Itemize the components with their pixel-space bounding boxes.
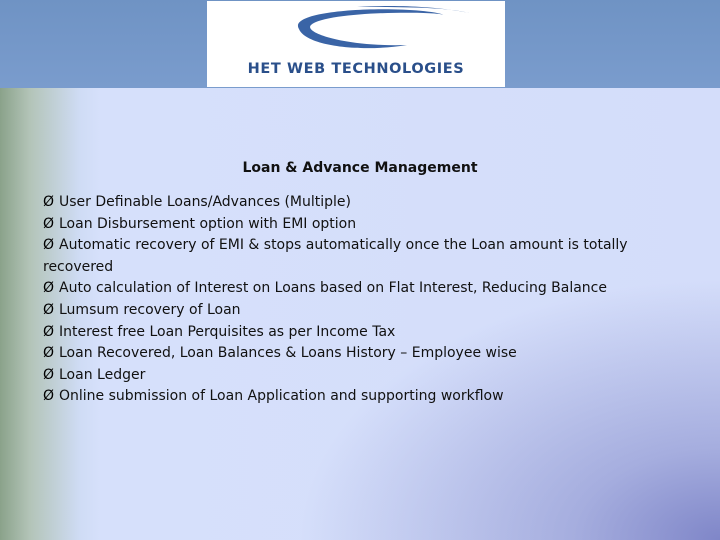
list-item-text: Online submission of Loan Application and supporting workflow — [59, 388, 504, 405]
list-item-text: User Definable Loans/Advances (Multiple) — [59, 194, 351, 210]
list-item — [43, 322, 683, 344]
list-item-text: Lumsum recovery of Loan — [59, 301, 241, 318]
list-item — [43, 343, 683, 365]
list-item — [43, 192, 683, 214]
logo-mark-text: HWT — [343, 16, 399, 40]
arrow-bullet-icon: Ø — [43, 388, 55, 405]
slide-heading: Loan & Advance Management — [242, 160, 478, 176]
arrow-bullet-icon: Ø — [43, 215, 55, 232]
list-item-text: Loan Disbursement option with EMI option — [59, 215, 357, 232]
list-item-text: Auto calculation of Interest on Loans based on Flat Interest, Reducing Balance — [59, 280, 607, 297]
list-item — [43, 365, 683, 387]
list-item — [43, 214, 683, 236]
arrow-bullet-icon: Ø — [43, 237, 55, 254]
arrow-bullet-icon: Ø — [43, 323, 55, 340]
arrow-bullet-icon: Ø — [43, 280, 55, 297]
slide-content — [43, 156, 683, 408]
hwt-swoosh-logo-icon — [207, 1, 505, 59]
feature-list — [43, 192, 683, 408]
list-item — [43, 235, 683, 278]
list-item-text: Interest free Loan Perquisites as per Income Tax — [59, 323, 396, 340]
list-item — [43, 300, 683, 322]
list-item — [43, 278, 683, 300]
arrow-bullet-icon: Ø — [43, 345, 55, 362]
list-item-text: Loan Recovered, Loan Balances & Loans History – Employee wise — [59, 345, 517, 362]
arrow-bullet-icon: Ø — [43, 366, 55, 383]
list-item — [43, 386, 683, 408]
arrow-bullet-icon: Ø — [43, 301, 55, 318]
list-item-text: Automatic recovery of EMI & stops automatically once the Loan amount is totally recovered — [43, 237, 628, 275]
list-item-text: Loan Ledger — [59, 366, 146, 383]
company-name: HET WEB TECHNOLOGIES — [247, 61, 465, 77]
company-logo — [207, 1, 505, 87]
arrow-bullet-icon: Ø — [43, 194, 55, 210]
